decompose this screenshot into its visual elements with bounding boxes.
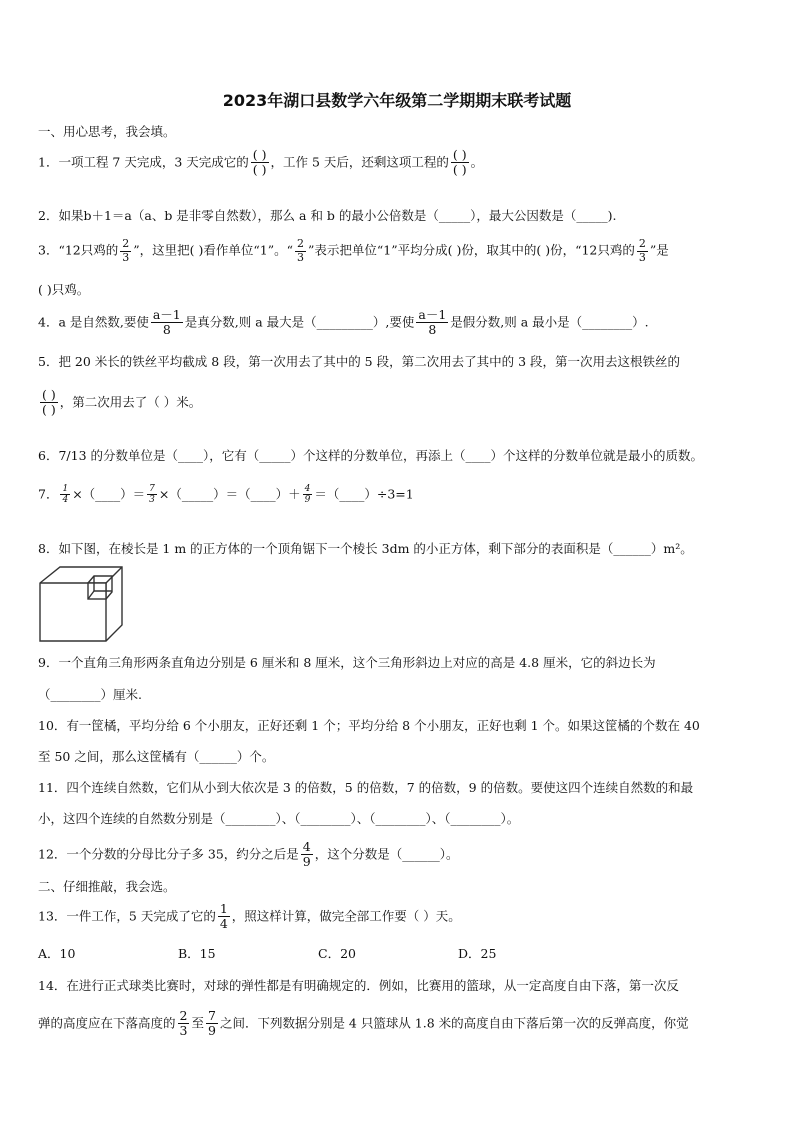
question-13 (38, 902, 461, 932)
question-number: 8． (38, 541, 59, 556)
fraction-a-minus-1-over-8: $\frac{a-1}{8}$ (152, 307, 181, 338)
question-text: 一项工程 7 天完成，3 天完成它的 (58, 154, 249, 170)
question-number: 9． (38, 655, 59, 670)
question-13-options (38, 945, 598, 963)
question-text: 在进行正式球类比赛时，对球的弹性都是有明确规定的．例如，比赛用的篮球，从一定高度自由下落，第一次反 (66, 978, 679, 993)
question-text: 如果b＋1＝a（a、b 是非零自然数），那么 a 和 b 的最小公倍数是（_____），最大公因数是（_____). (58, 208, 617, 223)
page-title: 2023年湖口县数学六年级第二学期期末联考试题 (222, 91, 572, 110)
cube-with-corner-cut-figure (38, 565, 126, 645)
fraction-two-thirds: $\frac{2}{3}$ (638, 237, 646, 264)
question-10 (38, 717, 700, 735)
answer-fraction-blank: $\frac{( )}{( )}$ (42, 387, 56, 418)
answer-fraction-blank: $\frac{( )}{( )}$ (252, 147, 267, 178)
question-number: 10． (38, 718, 67, 733)
fraction-a-minus-1-over-8: $\frac{a-1}{8}$ (418, 307, 447, 338)
question-text: 是假分数,则 a 最小是（________）. (450, 314, 649, 330)
question-number: 4． (38, 314, 59, 330)
question-3 (38, 238, 669, 264)
answer-fraction-blank: $\frac{( )}{( )}$ (452, 147, 467, 178)
question-8 (38, 540, 693, 558)
question-11-line-2: 小，这四个连续的自然数分别是（________）、（________）、（________）、（________）。 (38, 811, 520, 826)
question-text: 弹的高度应在下落高度的 (38, 1015, 176, 1031)
option-c[interactable]: C．20 (318, 946, 356, 961)
fraction-two-thirds: $\frac{2}{3}$ (297, 237, 304, 264)
question-text: 把 20 米长的铁丝平均截成 8 段，第一次用去了其中的 5 段，第二次用去了其中的 3 段，第一次用去这根铁丝的 (58, 354, 681, 369)
section-heading-1: 一、用心思考，我会填。 (38, 124, 176, 139)
question-text: ”，这里把( )看作单位“1”。“ (133, 242, 293, 258)
question-text: ×（_____）＝（____）＋ (158, 486, 301, 502)
question-11 (38, 779, 693, 797)
question-2 (38, 207, 617, 225)
question-text: ，第二次用去了（ ）米。 (59, 394, 202, 410)
question-5-line-2 (38, 388, 201, 418)
question-4 (38, 308, 649, 338)
question-number: 14． (38, 978, 67, 993)
question-number: 5． (38, 354, 59, 369)
question-number: 12． (38, 846, 67, 862)
question-text: “12只鸡的 (58, 242, 119, 258)
question-number: 13． (38, 908, 67, 924)
question-text: 四个连续自然数，它们从小到大依次是 3 的倍数，5 的倍数，7 的倍数，9 的倍数。要使这四个连续自然数的和最 (66, 780, 694, 795)
question-14 (38, 977, 679, 995)
question-5 (38, 353, 680, 371)
question-text: 有一筐橘，平均分给 6 个小朋友，正好还剩 1 个；平均分给 8 个小朋友，正好也剩 1 个。如果这筐橘的个数在 40 (66, 718, 700, 733)
question-text: 一个直角三角形两条直角边分别是 6 厘米和 8 厘米，这个三角形斜边上对应的高是 4.8 厘米，它的斜边长为 (58, 655, 656, 670)
question-number: 2． (38, 208, 59, 223)
question-14-line-2 (38, 1009, 689, 1039)
question-text: ＝（____）÷3=1 (314, 486, 414, 502)
fraction-one-quarter: $\frac{1}{4}$ (62, 484, 69, 506)
fraction-one-quarter: $\frac{1}{4}$ (219, 901, 228, 932)
fraction-two-thirds: $\frac{2}{3}$ (179, 1008, 188, 1039)
fraction-two-thirds: $\frac{2}{3}$ (122, 237, 130, 264)
question-number: 6． (38, 448, 59, 463)
question-9-line-2: （________）厘米. (38, 687, 142, 702)
question-text: 一个分数的分母比分子多 35，约分之后是 (66, 846, 299, 862)
question-text: 之间．下列数据分别是 4 只篮球从 1.8 米的高度自由下落后第一次的反弹高度，你觉 (219, 1015, 689, 1031)
question-number: 1． (38, 154, 59, 170)
question-number: 7． (38, 486, 59, 502)
fraction-four-ninths: $\frac{4}{9}$ (304, 484, 311, 506)
question-3-line-2: ( )只鸡。 (38, 282, 90, 297)
question-9 (38, 654, 656, 672)
section-heading-2: 二、仔细推敲，我会选。 (38, 879, 176, 894)
question-text: 如下图，在棱长是 1 m 的正方体的一个顶角锯下一个棱长 3dm 的小正方体，剩下部分的表面积是（______）m²。 (58, 541, 693, 556)
fraction-four-ninths: $\frac{4}{9}$ (302, 839, 311, 870)
question-text: 。 (470, 154, 484, 170)
question-text: ，照这样计算，做完全部工作要（ ）天。 (231, 908, 461, 924)
fraction-seven-ninths: $\frac{7}{9}$ (207, 1008, 216, 1039)
question-10-line-2: 至 50 之间，那么这筐橘有（______）个。 (38, 749, 275, 764)
question-7 (38, 484, 414, 506)
question-number: 3． (38, 242, 59, 258)
question-12 (38, 840, 459, 870)
question-text: a 是自然数,要使 (58, 314, 149, 330)
question-6 (38, 447, 703, 465)
question-number: 11． (38, 780, 67, 795)
question-text: ”表示把单位“1”平均分成( )份，取其中的( )份，“12只鸡的 (308, 242, 635, 258)
question-text: 一件工作，5 天完成了它的 (66, 908, 216, 924)
question-text: ，这个分数是（______）。 (314, 846, 459, 862)
option-b[interactable]: B．15 (178, 946, 216, 961)
question-text: 是真分数,则 a 最大是（_________）,要使 (184, 314, 415, 330)
option-d[interactable]: D．25 (458, 946, 497, 961)
question-text: ”是 (649, 242, 669, 258)
question-1 (38, 148, 483, 178)
question-text: ×（____）＝ (72, 486, 146, 502)
question-text: 7/13 的分数单位是（____），它有（_____）个这样的分数单位，再添上（____）个这样的分数单位就是最小的质数。 (58, 448, 703, 463)
option-a[interactable]: A．10 (38, 946, 76, 961)
question-text: ，工作 5 天后，还剩这项工程的 (270, 154, 449, 170)
question-text: 至 (191, 1015, 204, 1031)
fraction-seven-thirds: $\frac{7}{3}$ (149, 484, 155, 506)
